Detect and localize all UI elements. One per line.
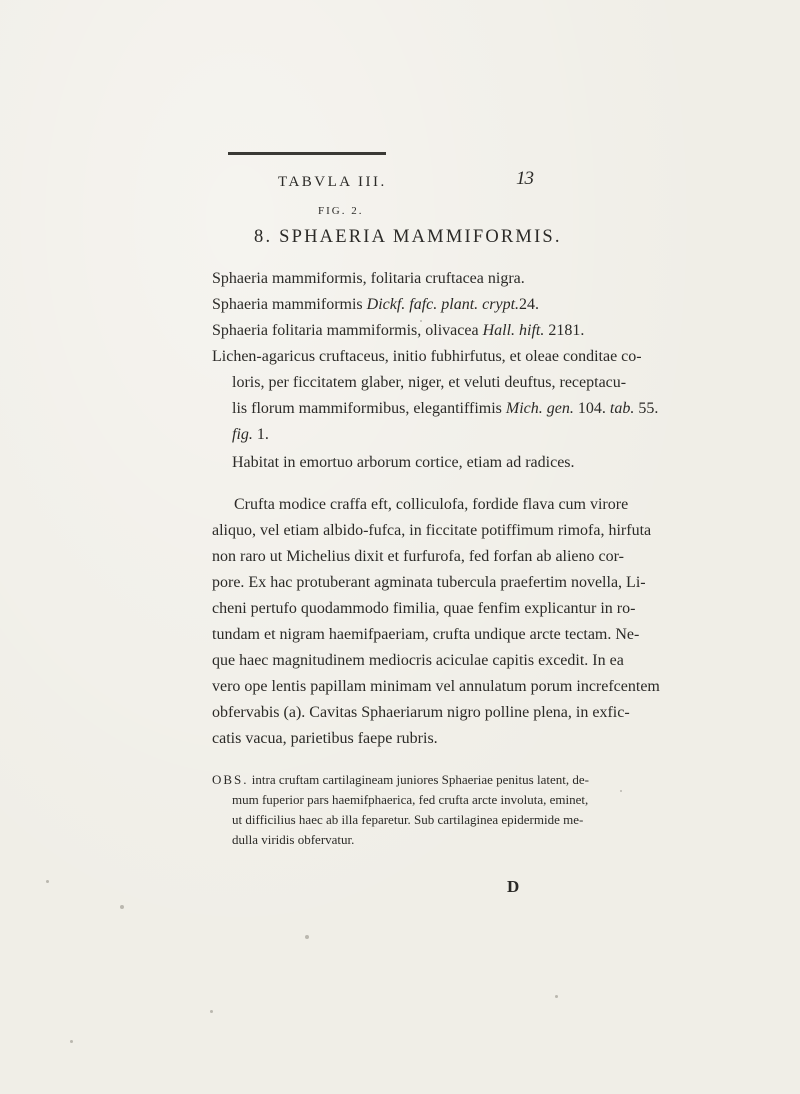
- synonym-line: [212, 344, 642, 370]
- description-line: non raro ut Michelius dixit et furfurofa, fed forfan ab alieno cor-: [212, 548, 624, 565]
- description-line: que haec magnitudinem mediocris aciculae capitis excedit. In ea: [212, 652, 624, 669]
- figure-label: FIG. 2.: [318, 205, 364, 217]
- synonym-citation-number: 24.: [519, 296, 540, 313]
- synonym-citation-number: 2181.: [548, 322, 585, 339]
- observation-line: ut difficilius haec ab illa feparetur. Sub cartilaginea epidermide me-: [232, 812, 584, 827]
- synonym-citation-number: 1.: [252, 426, 269, 443]
- species-title: 8. SPHAERIA MAMMIFORMIS.: [254, 227, 562, 247]
- paper-speck: [46, 880, 49, 883]
- paper-speck: [620, 790, 622, 792]
- plate-heading: TABVLA III.: [278, 174, 387, 190]
- paper-speck: [210, 1010, 213, 1013]
- synonym-citation-number: 55.: [634, 400, 659, 417]
- synonym-text: lis florum mammiformibus, elegantiffimis: [232, 400, 506, 417]
- observation-line: mum fuperior pars haemifphaerica, fed crufta arcte involuta, eminet,: [232, 792, 589, 807]
- synonym-citation: Mich. gen.: [505, 400, 574, 417]
- paper-speck: [555, 995, 558, 998]
- description-line: obfervabis (a). Cavitas Sphaeriarum nigro polline plena, in exfic-: [212, 704, 630, 721]
- synonym-text: Sphaeria mammiformis: [212, 296, 367, 313]
- synonym-text: loris, per ficcitatem glaber, niger, et veluti deuftus, receptacu-: [232, 374, 627, 391]
- paper-speck: [305, 935, 309, 939]
- signature-mark: D: [507, 877, 520, 896]
- description-line: catis vacua, parietibus faepe rubris.: [212, 730, 438, 747]
- paper-speck: [420, 320, 422, 322]
- description-line: Crufta modice craffa eft, colliculofa, fordide flava cum virore: [234, 496, 629, 513]
- paper-speck: [70, 1040, 73, 1043]
- observation-label: OBS.: [212, 772, 249, 787]
- paper-speck: [120, 905, 124, 909]
- synonym-text: Lichen-agaricus cruftaceus, initio fubhirfutus, et oleae conditae co-: [212, 348, 642, 365]
- synonym-text: Sphaeria mammiformis, folitaria cruftacea nigra.: [212, 270, 525, 287]
- observation-text: intra cruftam cartilagineam juniores Sphaeriae penitus latent, de-: [251, 772, 589, 787]
- synonym-line: [232, 422, 632, 448]
- observation-line: dulla viridis obfervatur.: [232, 832, 355, 847]
- synonym-line: [232, 396, 659, 422]
- description-line: aliquo, vel etiam albido-fufca, in ficcitate potiffimum rimofa, hirfuta: [212, 522, 652, 539]
- header-rule: [228, 152, 386, 155]
- synonym-citation: fig.: [232, 426, 253, 443]
- habitat-line: Habitat in emortuo arborum cortice, etiam ad radices.: [232, 454, 575, 471]
- description-line: vero ope lentis papillam minimam vel annulatum porum increfcentem: [212, 678, 660, 695]
- synonym-citation: Hall. hift.: [482, 322, 545, 339]
- observation-line: [212, 770, 622, 790]
- synonym-citation: Dickf. fafc. plant. crypt.: [366, 296, 520, 313]
- description-line: tundam et nigram haemifpaeriam, crufta undique arcte tectam. Ne-: [212, 626, 640, 643]
- description-line: cheni pertufo quodammodo fimilia, quae fenfim explicantur in ro-: [212, 600, 636, 617]
- synonym-citation: tab.: [609, 400, 635, 417]
- synonym-citation-number: 104.: [573, 400, 610, 417]
- synonym-text: Sphaeria folitaria mammiformis, olivacea: [212, 322, 483, 339]
- synonym-line: [232, 370, 632, 396]
- synonym-line: [212, 292, 612, 318]
- synonym-line: [212, 266, 612, 292]
- description-line: pore. Ex hac protuberant agminata tubercula praefertim novella, Li-: [212, 574, 646, 591]
- page-number: 13: [516, 168, 533, 189]
- synonym-line: [212, 318, 612, 344]
